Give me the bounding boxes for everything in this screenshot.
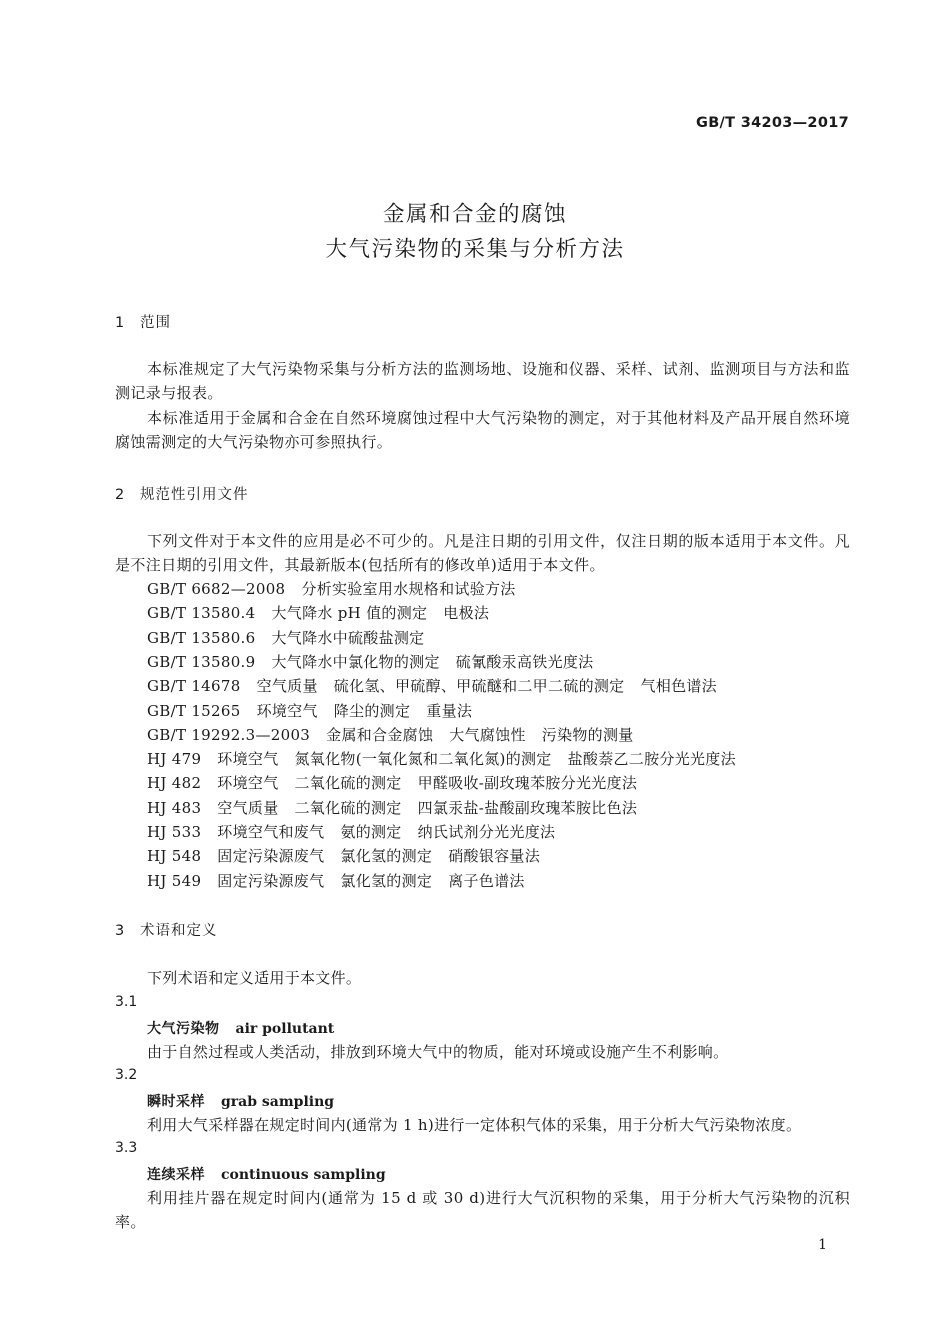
reference-code: GB/T 14678 <box>147 677 241 696</box>
page-number: 1 <box>818 1237 827 1253</box>
reference-code: HJ 479 <box>147 750 202 769</box>
section-number: 2 <box>115 487 126 503</box>
reference-title-part: 纳氏试剂分光光度法 <box>417 823 556 841</box>
section-title: 规范性引用文件 <box>140 487 249 503</box>
term-heading <box>147 1018 334 1038</box>
term-zh: 瞬时采样 <box>147 1094 205 1110</box>
reference-title-part: 四氯汞盐-盐酸副玫瑰苯胺比色法 <box>417 798 638 817</box>
reference-title-part: 氮氧化物(一氧化氮和二氧化氮)的测定 <box>294 750 552 769</box>
reference-item <box>147 747 752 771</box>
reference-code: GB/T 19292.3—2003 <box>147 725 311 744</box>
terms-intro: 下列术语和定义适用于本文件。 <box>147 969 362 987</box>
reference-code: HJ 548 <box>147 847 202 866</box>
scope-paragraph-1: 本标准规定了大气污染物采集与分析方法的监测场地、设施和仪器、采样、试剂、监测项目与方法和监测记录与报表。 <box>115 360 850 402</box>
reference-item <box>147 601 505 625</box>
term-en: air pollutant <box>235 1021 335 1037</box>
term-definition: 利用挂片器在规定时间内(通常为 15 d 或 30 d)进行大气沉积物的采集，用于分析大气污染物的沉积率。 <box>115 1189 850 1231</box>
reference-code: HJ 482 <box>147 774 202 793</box>
term-zh: 大气污染物 <box>147 1021 220 1037</box>
reference-title-part: 固定污染源废气 <box>217 847 325 866</box>
section-title: 术语和定义 <box>140 923 218 939</box>
reference-item <box>147 723 650 747</box>
reference-title-part: 盐酸萘乙二胺分光光度法 <box>567 750 736 769</box>
reference-title-part: 大气腐蚀性 <box>449 725 526 744</box>
reference-title-part: 环境空气 <box>217 774 279 793</box>
section-title: 范围 <box>140 315 171 331</box>
section-heading-normative-references <box>115 483 249 504</box>
reference-code: HJ 483 <box>147 798 202 817</box>
reference-code: GB/T 15265 <box>147 701 241 720</box>
reference-item <box>147 844 556 868</box>
reference-code: GB/T 13580.6 <box>147 628 256 647</box>
reference-title-part: 氨的测定 <box>340 823 402 841</box>
reference-title-part: 金属和合金腐蚀 <box>326 725 434 744</box>
reference-code: GB/T 13580.4 <box>147 604 256 623</box>
reference-title-part: 大气降水中硫酸盐测定 <box>271 628 425 647</box>
reference-title-part: 环境空气 <box>256 701 318 720</box>
term-en: continuous sampling <box>221 1167 386 1183</box>
reference-title-part: 重量法 <box>426 701 473 720</box>
reference-item <box>147 869 541 893</box>
reference-item <box>147 699 488 723</box>
reference-item <box>147 796 653 820</box>
references-intro: 下列文件对于本文件的应用是必不可少的。凡是注日期的引用文件，仅注日期的版本适用于本文件。凡是不注日期的引用文件，其最新版本(包括所有的修改单)适用于本文件。 <box>115 532 850 574</box>
reference-item <box>147 771 653 795</box>
section-number: 1 <box>115 315 126 331</box>
reference-item <box>147 626 440 650</box>
reference-title-part: 硫氰酸汞高铁光度法 <box>455 652 594 671</box>
section-heading-scope <box>115 311 171 332</box>
reference-title-part: 电极法 <box>443 604 490 623</box>
reference-title-part: 气相色谱法 <box>640 677 717 696</box>
term-definition: 由于自然过程或人类活动，排放到环境大气中的物质，能对环境或设施产生不利影响。 <box>147 1043 729 1061</box>
term-number: 3.1 <box>115 994 138 1010</box>
reference-title-part: 甲醛吸收-副玫瑰苯胺分光光度法 <box>417 774 638 793</box>
term-number: 3.2 <box>115 1067 138 1083</box>
section-number: 3 <box>115 923 126 939</box>
reference-title-part: 环境空气 <box>217 750 279 769</box>
reference-title-part: 二氧化硫的测定 <box>294 774 402 793</box>
section-heading-terms-definitions <box>115 919 218 940</box>
reference-title-part: 空气质量 <box>256 677 318 696</box>
reference-title-part: 离子色谱法 <box>448 871 525 890</box>
reference-code: GB/T 6682—2008 <box>147 580 286 598</box>
reference-title-part: 硫化氢、甲硫醇、甲硫醚和二甲二硫的测定 <box>333 677 625 696</box>
reference-item <box>147 820 571 844</box>
standard-number: GB/T 34203—2017 <box>696 115 849 131</box>
reference-title-part: 降尘的测定 <box>333 701 411 720</box>
reference-code: HJ 549 <box>147 871 202 890</box>
reference-title-part: 环境空气和废气 <box>217 823 325 841</box>
term-en: grab sampling <box>221 1094 335 1110</box>
term-heading <box>147 1164 386 1184</box>
reference-item <box>147 577 532 601</box>
reference-title-part: 硝酸银容量法 <box>448 847 541 866</box>
scope-paragraph-2: 本标准适用于金属和合金在自然环境腐蚀过程中大气污染物的测定，对于其他材料及产品开展自然环境腐蚀需测定的大气污染物亦可参照执行。 <box>115 409 850 451</box>
reference-code: GB/T 13580.9 <box>147 652 256 671</box>
reference-title-part: 污染物的测量 <box>541 725 634 744</box>
reference-title-part: 分析实验室用水规格和试验方法 <box>301 580 516 598</box>
reference-title-part: 二氧化硫的测定 <box>294 798 402 817</box>
reference-title-part: 空气质量 <box>217 798 279 817</box>
term-number: 3.3 <box>115 1140 138 1156</box>
reference-item <box>147 674 733 698</box>
term-definition: 利用大气采样器在规定时间内(通常为 1 h)进行一定体积气体的采集，用于分析大气污染物浓度。 <box>147 1116 802 1134</box>
reference-title-part: 氯化氢的测定 <box>340 847 433 866</box>
term-heading <box>147 1091 334 1111</box>
document-title-line2: 大气污染物的采集与分析方法 <box>325 237 625 262</box>
reference-title-part: 氯化氢的测定 <box>340 871 433 890</box>
reference-code: HJ 533 <box>147 823 202 841</box>
reference-title-part: 大气降水中氯化物的测定 <box>271 652 440 671</box>
term-zh: 连续采样 <box>147 1167 205 1183</box>
reference-title-part: 大气降水 pH 值的测定 <box>271 604 428 623</box>
reference-title-part: 固定污染源废气 <box>217 871 325 890</box>
reference-item <box>147 650 609 674</box>
document-title-line1: 金属和合金的腐蚀 <box>382 202 567 227</box>
